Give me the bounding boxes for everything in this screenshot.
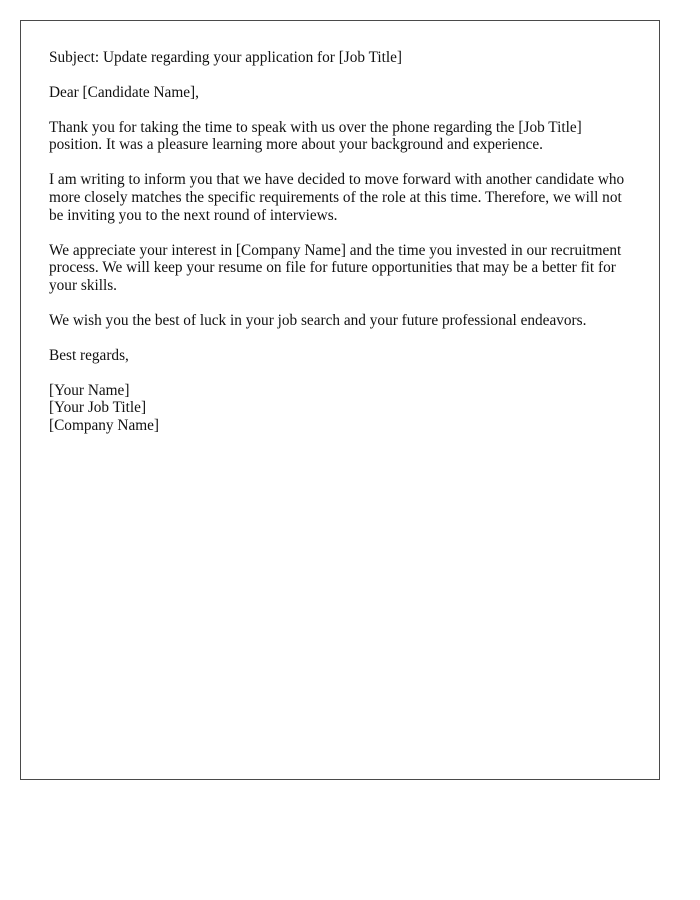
salutation: Dear [Candidate Name], xyxy=(49,83,199,101)
closing: Best regards, xyxy=(49,346,129,364)
signature-block xyxy=(49,382,631,435)
signature-name: [Your Name] xyxy=(49,381,130,399)
body-paragraph-3: We appreciate your interest in [Company Name] and the time you invested in our recruitment process. We will keep your resume on file for future opportunities that may be a better fit for your skills. xyxy=(49,241,622,295)
signature-job-title: [Your Job Title] xyxy=(49,399,147,417)
subject-line: Subject: Update regarding your application for [Job Title] xyxy=(49,49,403,66)
body-paragraph-1: Thank you for taking the time to speak with us over the phone regarding the [Job Title] position. It was a pleasure learning more about your background and experience. xyxy=(49,118,582,154)
signature-company: [Company Name] xyxy=(49,417,160,435)
body-paragraph-4: We wish you the best of luck in your job search and your future professional endeavors. xyxy=(49,311,587,329)
body-paragraph-2: I am writing to inform you that we have decided to move forward with another candidate who more closely matches the specific requirements of the role at this time. Therefore, we will not be inviting you to the next round of interviews. xyxy=(49,171,625,224)
letter-document xyxy=(20,20,660,780)
